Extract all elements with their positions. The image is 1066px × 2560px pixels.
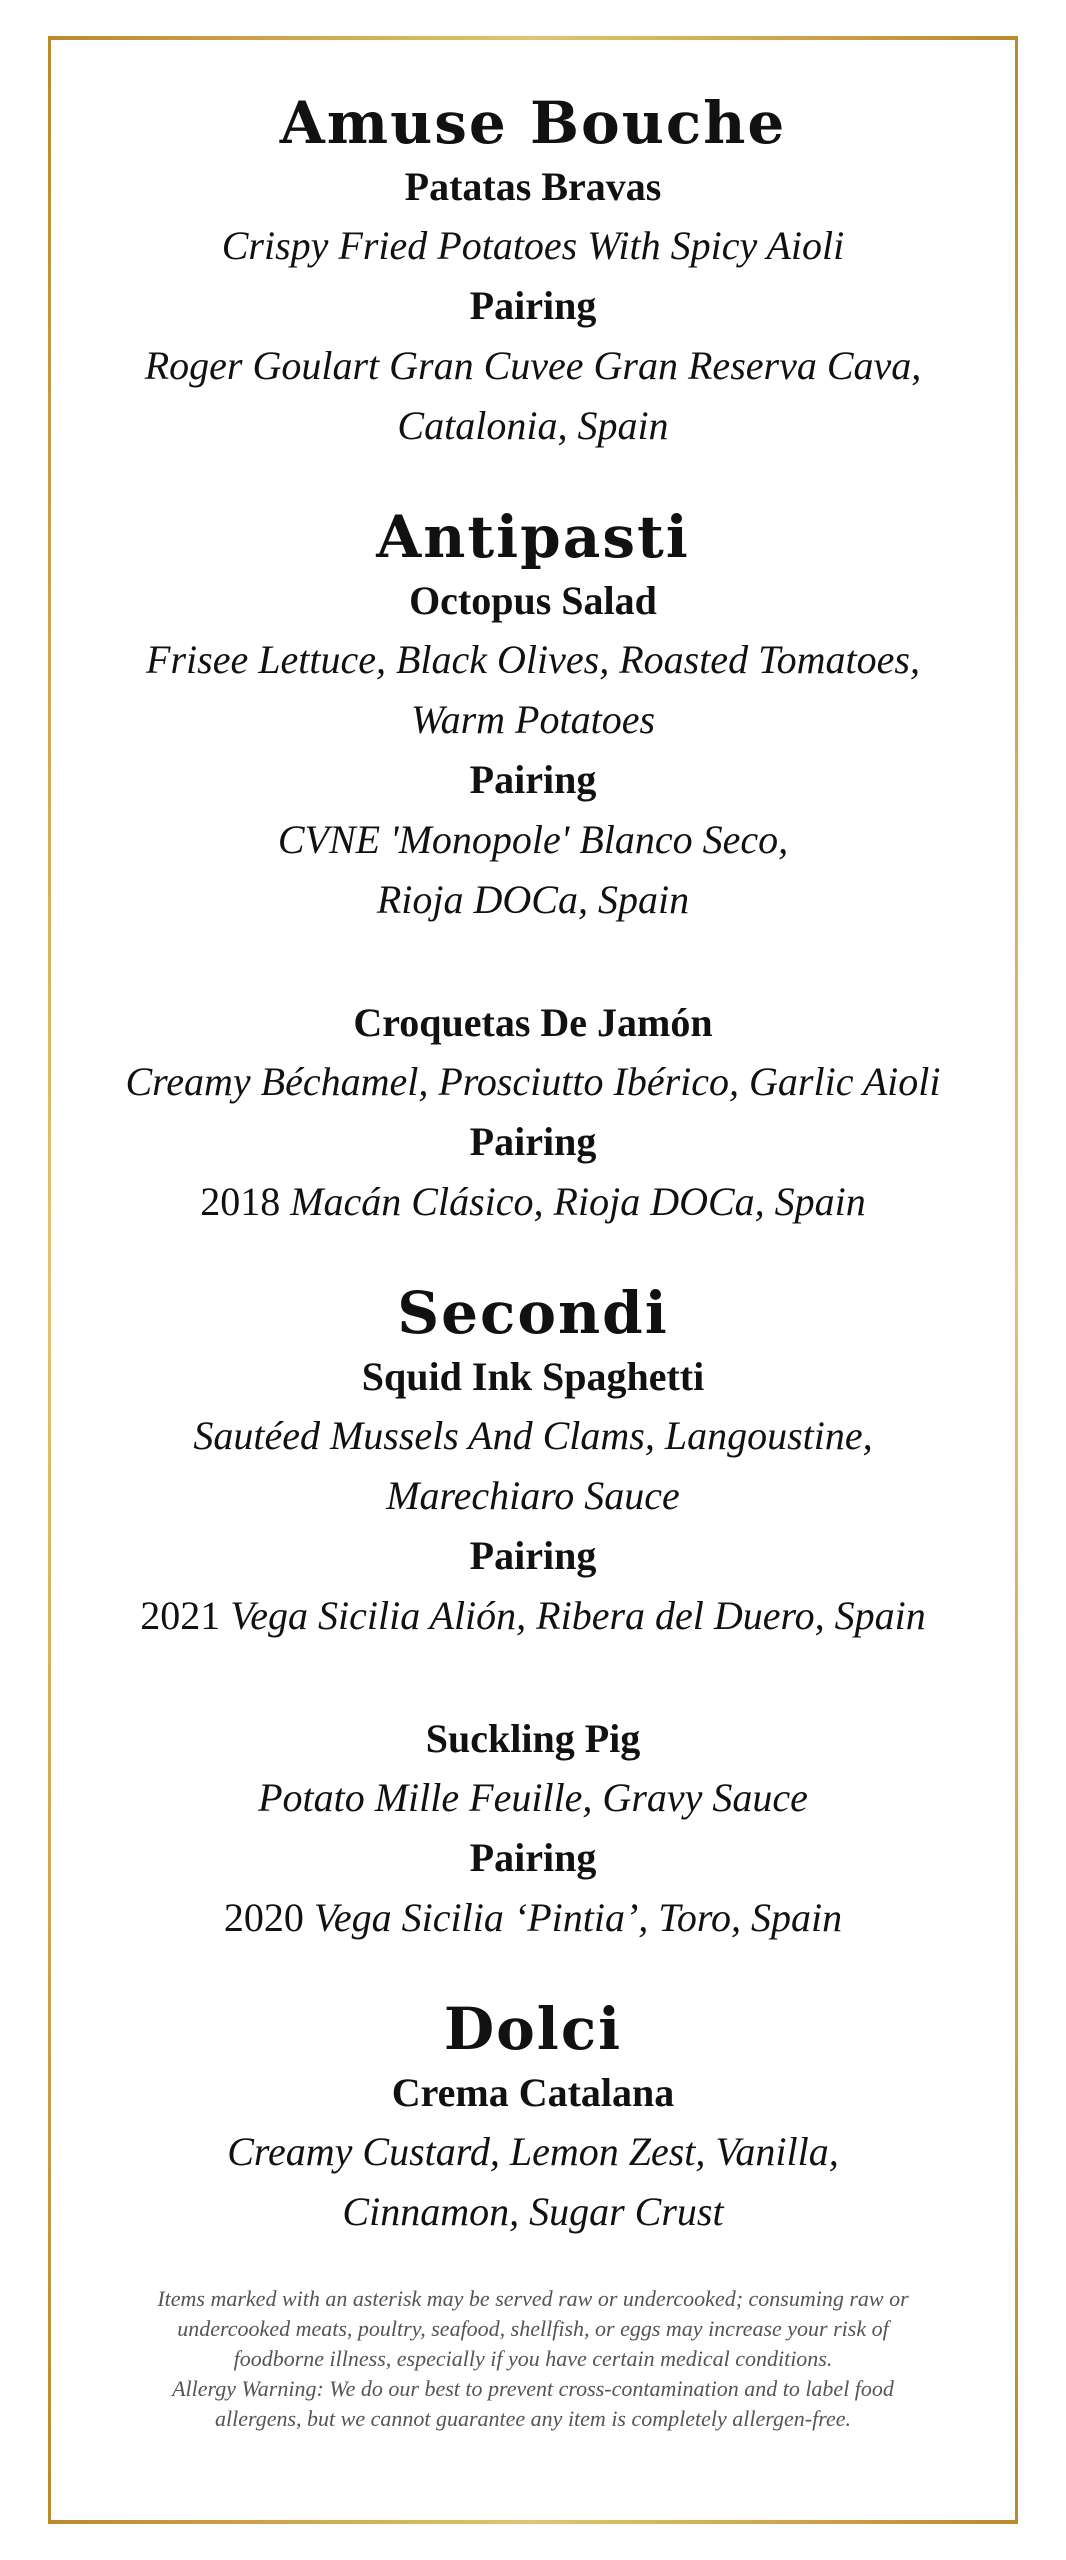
dish-description: Potato Mille Feuille, Gravy Sauce [258,1775,808,1820]
dish-name: Croquetas De Jamón [353,1000,713,1045]
disclaimer-line: allergens, but we cannot guarantee any item is completely allergen-free. [214,2406,851,2431]
pairing-label: Pairing [469,283,597,328]
wine-name: Vega Sicilia Alión, Ribera del Duero, Spain [230,1593,926,1638]
pairing-label: Pairing [469,1533,597,1578]
dish-description: Marechiaro Sauce [386,1473,680,1518]
dish-name: Squid Ink Spaghetti [361,1354,705,1399]
dish [48,158,1018,456]
disclaimer-line: Allergy Warning: We do our best to prevent cross-contamination and to label food [172,2376,894,2401]
wine-pairing [48,1172,1018,1232]
pairing-label: Pairing [469,1119,597,1164]
dish [48,1710,1018,1948]
course-antipasti [48,502,1018,1232]
dish-description: Cinnamon, Sugar Crust [342,2189,724,2234]
dish-description: Frisee Lettuce, Black Olives, Roasted Tomatoes, [146,637,920,682]
course-title: Amuse Bouche [279,89,787,157]
dish [48,1348,1018,1646]
wine-name: Macán Clásico, Rioja DOCa, Spain [290,1179,866,1224]
course-title: Secondi [397,1279,669,1347]
course-title: Antipasti [376,503,690,571]
wine-vintage: 2020 [223,1895,304,1940]
border-bottom [48,2520,1018,2524]
wine-pairing [48,810,1018,870]
dish-name: Suckling Pig [425,1716,641,1761]
course-secondi [48,1278,1018,1948]
course-amuse-bouche [48,88,1018,456]
border-top [48,36,1018,40]
dish-name: Crema Catalana [391,2070,675,2115]
dish-description: Sautéed Mussels And Clams, Langoustine, [193,1413,873,1458]
wine-name: Vega Sicilia ‘Pintia’, Toro, Spain [313,1895,843,1940]
wine-pairing [48,1586,1018,1646]
disclaimer-line: foodborne illness, especially if you have certain medical conditions. [233,2346,833,2371]
pairing-label: Pairing [469,757,597,802]
wine-name: Roger Goulart Gran Cuvee Gran Reserva Cava, [144,343,922,388]
wine-pairing [48,396,1018,456]
disclaimer-line: Items marked with an asterisk may be served raw or undercooked; consuming raw or [157,2286,909,2311]
wine-vintage: 2021 [140,1593,221,1638]
menu-content [48,88,1018,2434]
dish-description: Creamy Custard, Lemon Zest, Vanilla, [227,2129,839,2174]
dish-name: Patatas Bravas [404,164,662,209]
wine-pairing [48,1888,1018,1948]
course-dolci [48,1994,1018,2242]
wine-vintage: 2018 [200,1179,281,1224]
wine-pairing [48,336,1018,396]
dish [48,2064,1018,2242]
dish-description: Creamy Béchamel, Prosciutto Ibérico, Garlic Aioli [125,1059,941,1104]
dish-name: Octopus Salad [409,578,657,623]
dish [48,572,1018,930]
dish [48,994,1018,1232]
wine-name: CVNE 'Monopole' Blanco Seco, [277,817,789,862]
dish-description: Warm Potatoes [410,697,656,742]
disclaimer [83,2284,983,2434]
wine-pairing [48,870,1018,930]
course-title: Dolci [443,1995,623,2063]
wine-name: Rioja DOCa, Spain [376,877,690,922]
dish-description: Crispy Fried Potatoes With Spicy Aioli [221,223,845,268]
pairing-label: Pairing [469,1835,597,1880]
wine-name: Catalonia, Spain [397,403,669,448]
disclaimer-line: undercooked meats, poultry, seafood, shellfish, or eggs may increase your risk of [177,2316,889,2341]
